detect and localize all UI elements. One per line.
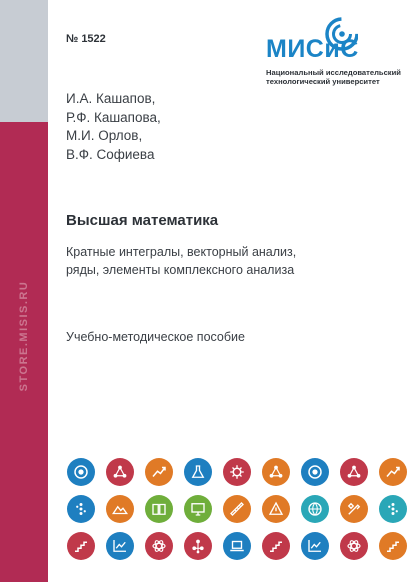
steps-icon	[379, 532, 407, 560]
author-name: И.А. Кашапов,	[66, 91, 156, 106]
chart-arrow-icon	[379, 458, 407, 486]
book-icon	[145, 495, 173, 523]
triangle-icon	[262, 495, 290, 523]
author-name: М.И. Орлов,	[66, 128, 143, 143]
steps-icon	[262, 532, 290, 560]
line-chart-icon	[106, 532, 134, 560]
gear-circle-icon	[223, 458, 251, 486]
laptop-icon	[223, 532, 251, 560]
book-subtitle	[66, 244, 396, 279]
molecule-icon	[184, 532, 212, 560]
dots-icon	[67, 495, 95, 523]
chart-arrow-icon	[145, 458, 173, 486]
network-icon	[340, 458, 368, 486]
subtitle-line: ряды, элементы комплексного анализа	[66, 262, 295, 277]
series-number: № 1522	[66, 33, 106, 45]
document-type: Учебно-методическое пособие	[66, 330, 245, 344]
subtitle-line: Кратные интегралы, векторный анализ,	[66, 245, 297, 259]
target-icon	[67, 458, 95, 486]
logo-subtitle-line: технологический университет	[266, 77, 380, 86]
author-name: Р.Ф. Кашапова,	[66, 109, 161, 125]
logo-name: МИСиС	[266, 35, 359, 63]
dots-icon	[379, 495, 407, 523]
logo-subtitle	[266, 68, 415, 86]
globe-icon	[301, 495, 329, 523]
atom-icon	[145, 532, 173, 560]
author-name: В.Ф. Софиева	[66, 146, 155, 162]
monitor-icon	[184, 495, 212, 523]
mountain-icon	[106, 495, 134, 523]
side-stripe	[0, 0, 48, 582]
network-icon	[262, 458, 290, 486]
authors-list	[66, 90, 161, 164]
tools-icon	[340, 495, 368, 523]
flask-icon	[184, 458, 212, 486]
university-logo	[266, 14, 406, 84]
book-title: Высшая математика	[66, 212, 219, 229]
line-chart-icon	[301, 532, 329, 560]
watermark: STORE.MISIS.RU	[18, 280, 30, 392]
ruler-icon	[223, 495, 251, 523]
steps-icon	[67, 532, 95, 560]
network-icon	[106, 458, 134, 486]
atom-icon	[340, 532, 368, 560]
logo-subtitle-line: Национальный исследовательский	[266, 68, 401, 77]
target-icon	[301, 458, 329, 486]
